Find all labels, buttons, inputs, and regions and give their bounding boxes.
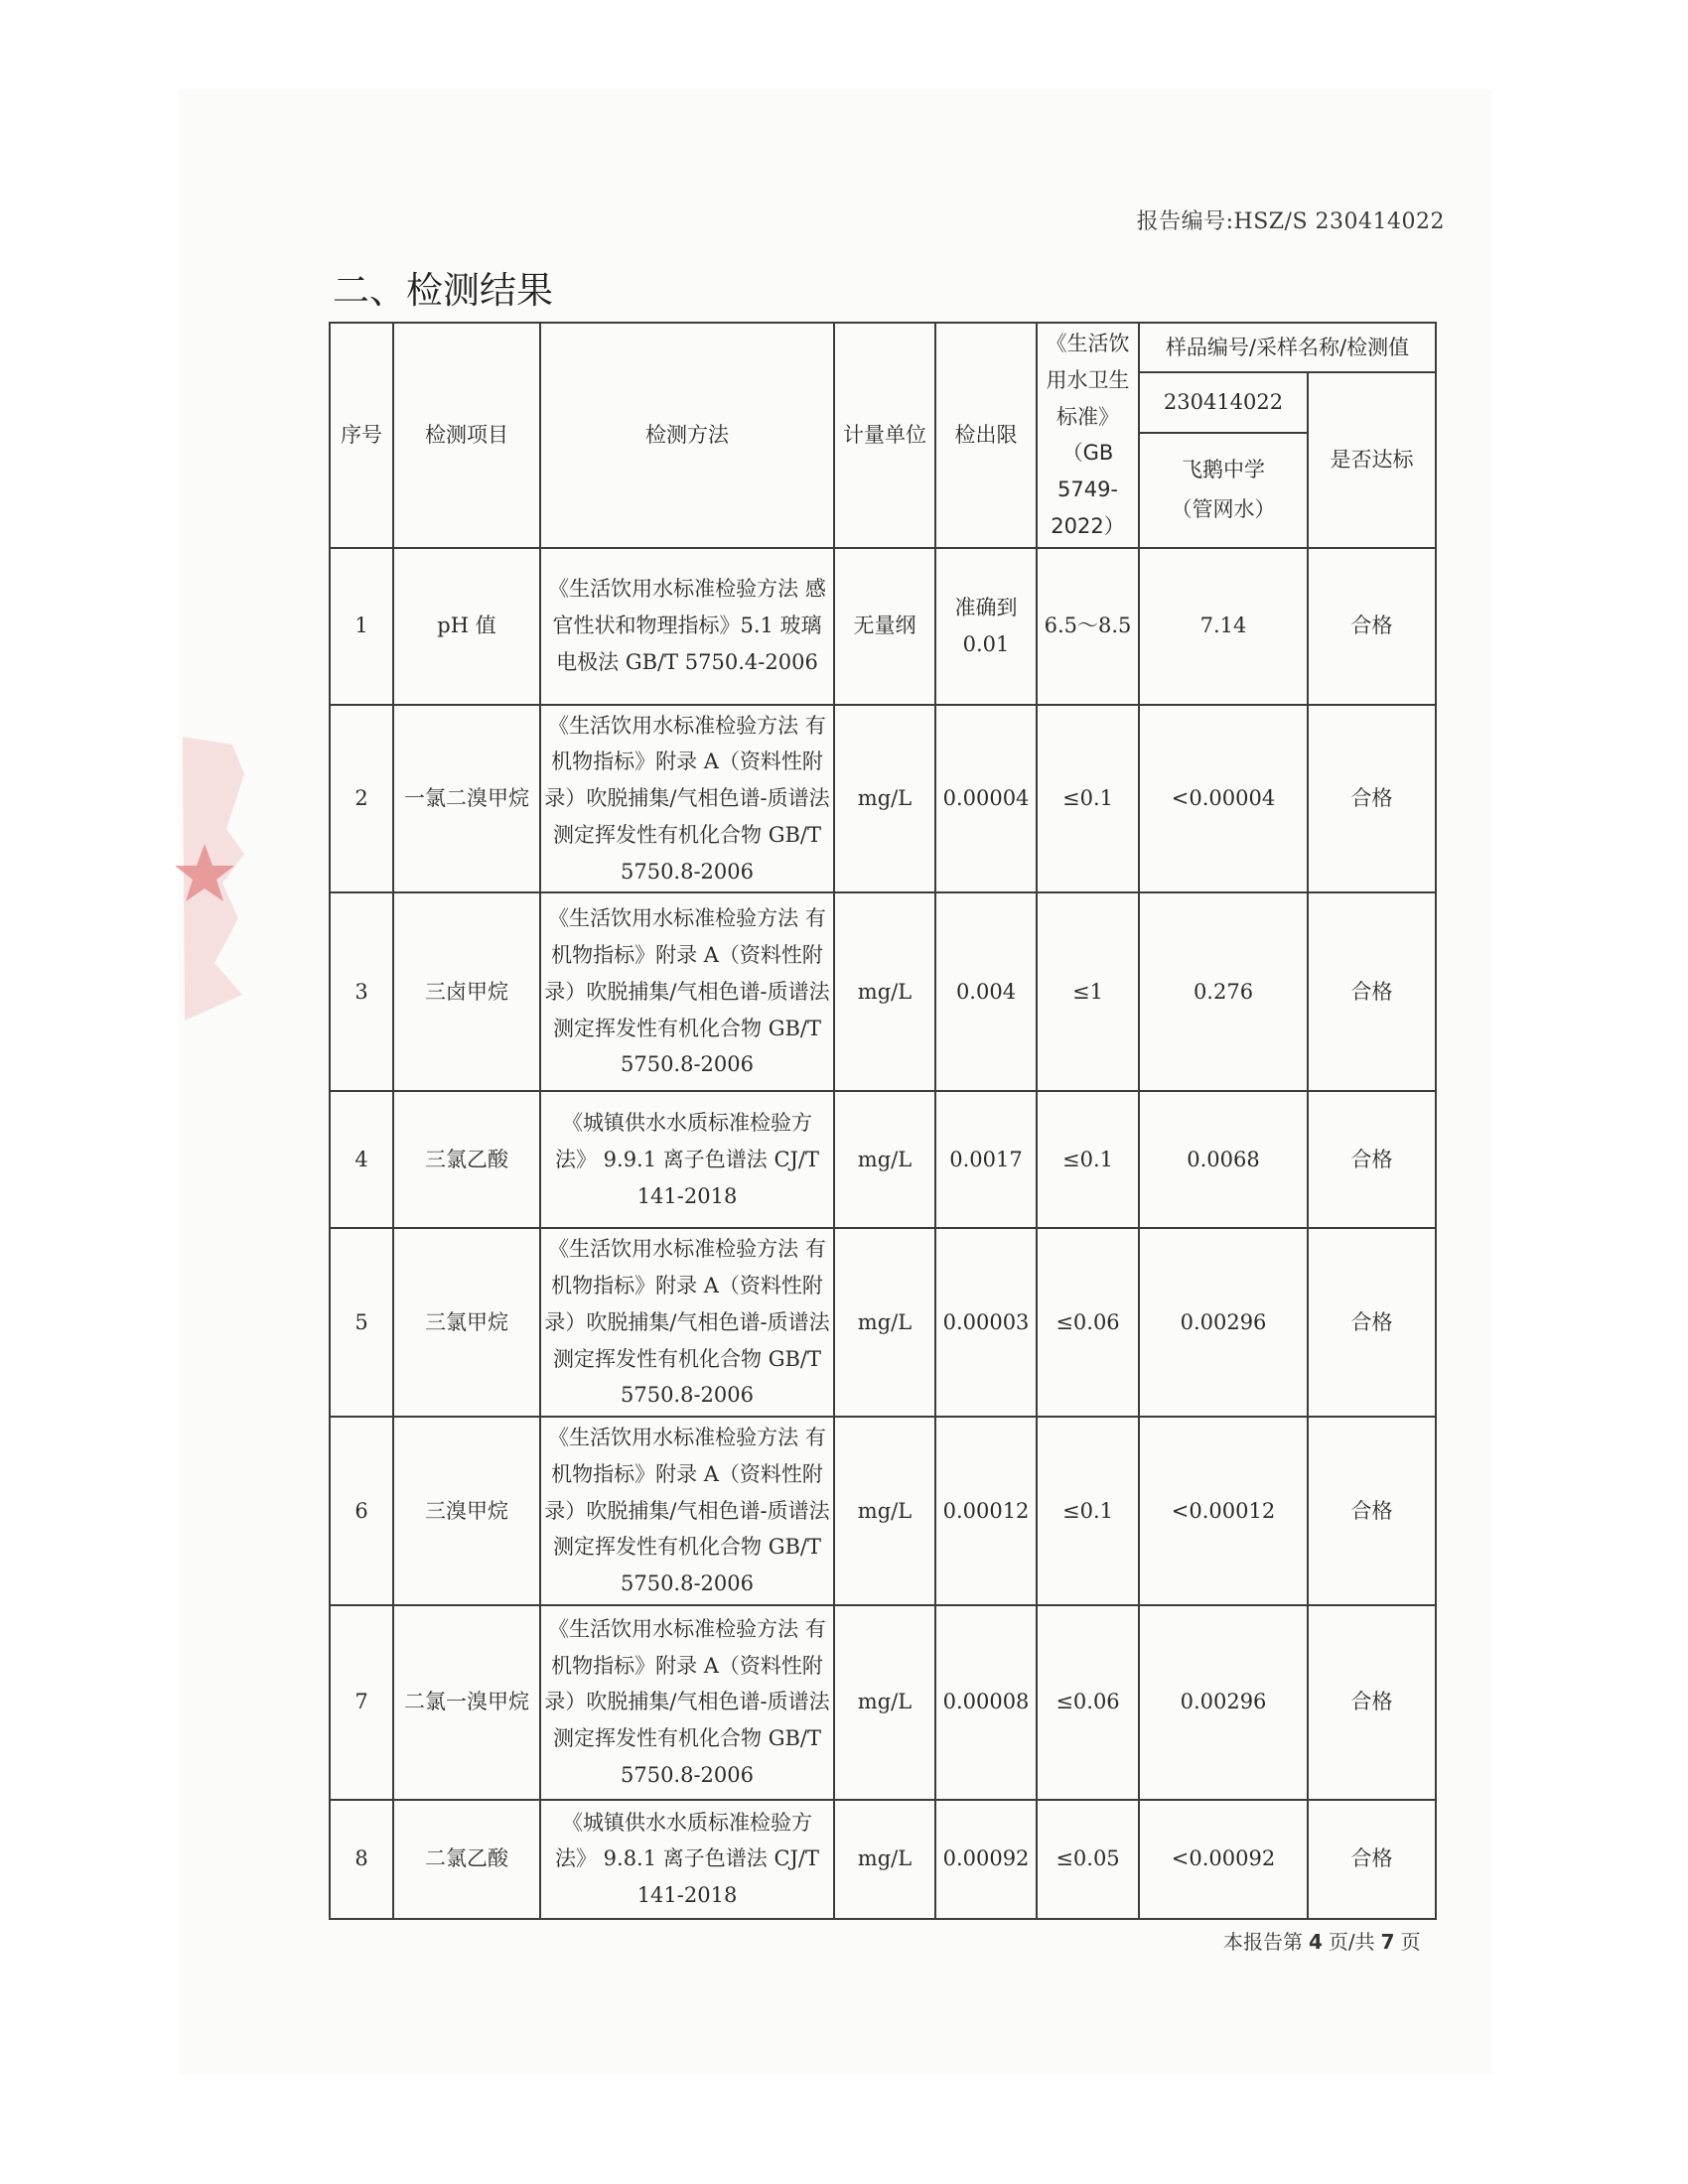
cell-standard: 6.5～8.5: [1037, 548, 1139, 705]
results-table: [329, 322, 1437, 1920]
table-row: [330, 892, 1436, 1091]
cell-unit: mg/L: [834, 1091, 935, 1228]
cell-unit: mg/L: [834, 1417, 935, 1605]
cell-unit: mg/L: [834, 1228, 935, 1417]
cell-item: 三氯乙酸: [393, 1091, 540, 1228]
footer-page: 4: [1309, 1930, 1323, 1954]
cell-item: 二氯乙酸: [393, 1800, 540, 1919]
cell-unit: mg/L: [834, 705, 935, 893]
table-row: [330, 548, 1436, 705]
seal-stamp-fragment: [175, 735, 244, 1023]
footer-total: 7: [1380, 1930, 1395, 1954]
cell-item: 三溴甲烷: [393, 1417, 540, 1605]
cell-limit: 0.0017: [935, 1091, 1037, 1228]
cell-standard: ≤0.1: [1037, 705, 1139, 893]
table-row: [330, 1228, 1436, 1417]
table-row: [330, 1605, 1436, 1800]
footer-middle: 页/共: [1328, 1930, 1375, 1954]
header-unit: 计量单位: [834, 323, 935, 548]
cell-pass: 合格: [1308, 1228, 1436, 1417]
cell-pass: 合格: [1308, 705, 1436, 893]
header-limit: 检出限: [935, 323, 1037, 548]
cell-method: 《城镇供水水质标准检验方法》 9.9.1 离子色谱法 CJ/T 141-2018: [540, 1091, 834, 1228]
cell-method: 《生活饮用水标准检验方法 有机物指标》附录 A（资料性附录）吹脱捕集/气相色谱-质谱法测定挥发性有机化合物 GB/T 5750.8-2006: [540, 1605, 834, 1800]
header-standard: 《生活饮用水卫生标准》（GB 5749-2022）: [1037, 323, 1139, 548]
table-row: [330, 1800, 1436, 1919]
cell-limit: 0.00003: [935, 1228, 1037, 1417]
cell-method: 《生活饮用水标准检验方法 感官性状和物理指标》5.1 玻璃电极法 GB/T 5750.4-2006: [540, 548, 834, 705]
cell-no: 6: [330, 1417, 393, 1605]
table-row: [330, 1091, 1436, 1228]
sample-name-line2: （管网水）: [1171, 496, 1276, 521]
cell-item: 三卤甲烷: [393, 892, 540, 1091]
cell-unit: 无量纲: [834, 548, 935, 705]
cell-no: 1: [330, 548, 393, 705]
cell-no: 8: [330, 1800, 393, 1919]
cell-no: 7: [330, 1605, 393, 1800]
header-method: 检测方法: [540, 323, 834, 548]
header-row: [330, 323, 1436, 372]
cell-method: 《城镇供水水质标准检验方法》 9.8.1 离子色谱法 CJ/T 141-2018: [540, 1800, 834, 1919]
cell-no: 2: [330, 705, 393, 893]
page-footer: [1223, 1926, 1421, 1955]
cell-limit: 0.00092: [935, 1800, 1037, 1919]
cell-pass: 合格: [1308, 1417, 1436, 1605]
cell-item: 二氯一溴甲烷: [393, 1605, 540, 1800]
header-sample-group: 样品编号/采样名称/检测值: [1139, 323, 1436, 372]
cell-standard: ≤1: [1037, 892, 1139, 1091]
header-no: 序号: [330, 323, 393, 548]
cell-method: 《生活饮用水标准检验方法 有机物指标》附录 A（资料性附录）吹脱捕集/气相色谱-质谱法测定挥发性有机化合物 GB/T 5750.8-2006: [540, 1228, 834, 1417]
cell-pass: 合格: [1308, 548, 1436, 705]
cell-no: 4: [330, 1091, 393, 1228]
cell-unit: mg/L: [834, 1800, 935, 1919]
cell-value: <0.00092: [1139, 1800, 1308, 1919]
cell-method: 《生活饮用水标准检验方法 有机物指标》附录 A（资料性附录）吹脱捕集/气相色谱-质谱法测定挥发性有机化合物 GB/T 5750.8-2006: [540, 705, 834, 893]
cell-standard: ≤0.1: [1037, 1091, 1139, 1228]
cell-pass: 合格: [1308, 892, 1436, 1091]
cell-unit: mg/L: [834, 1605, 935, 1800]
cell-pass: 合格: [1308, 1800, 1436, 1919]
footer-prefix: 本报告第: [1223, 1930, 1303, 1954]
cell-value: 7.14: [1139, 548, 1308, 705]
header-item: 检测项目: [393, 323, 540, 548]
cell-method: 《生活饮用水标准检验方法 有机物指标》附录 A（资料性附录）吹脱捕集/气相色谱-质谱法测定挥发性有机化合物 GB/T 5750.8-2006: [540, 1417, 834, 1605]
cell-value: 0.276: [1139, 892, 1308, 1091]
cell-method: 《生活饮用水标准检验方法 有机物指标》附录 A（资料性附录）吹脱捕集/气相色谱-质谱法测定挥发性有机化合物 GB/T 5750.8-2006: [540, 892, 834, 1091]
header-sample-name: [1139, 433, 1308, 548]
cell-value: 0.00296: [1139, 1228, 1308, 1417]
report-number: 报告编号:HSZ/S 230414022: [1136, 209, 1445, 234]
cell-pass: 合格: [1308, 1091, 1436, 1228]
cell-limit: 0.00008: [935, 1605, 1037, 1800]
cell-standard: ≤0.05: [1037, 1800, 1139, 1919]
cell-limit: 0.00012: [935, 1417, 1037, 1605]
header-pass: 是否达标: [1308, 372, 1436, 548]
cell-no: 5: [330, 1228, 393, 1417]
cell-standard: ≤0.06: [1037, 1228, 1139, 1417]
cell-value: 0.00296: [1139, 1605, 1308, 1800]
footer-suffix: 页: [1400, 1930, 1421, 1954]
cell-no: 3: [330, 892, 393, 1091]
table-row: [330, 705, 1436, 893]
header-sample-id: 230414022: [1139, 372, 1308, 433]
cell-standard: ≤0.06: [1037, 1605, 1139, 1800]
cell-pass: 合格: [1308, 1605, 1436, 1800]
cell-limit: 准确到 0.01: [935, 548, 1037, 705]
cell-value: <0.00004: [1139, 705, 1308, 893]
cell-limit: 0.004: [935, 892, 1037, 1091]
table-row: [330, 1417, 1436, 1605]
cell-item: pH 值: [393, 548, 540, 705]
cell-value: <0.00012: [1139, 1417, 1308, 1605]
cell-value: 0.0068: [1139, 1091, 1308, 1228]
cell-unit: mg/L: [834, 892, 935, 1091]
sample-name-line1: 飞鹅中学: [1182, 457, 1265, 481]
cell-item: 三氯甲烷: [393, 1228, 540, 1417]
cell-item: 一氯二溴甲烷: [393, 705, 540, 893]
cell-limit: 0.00004: [935, 705, 1037, 893]
cell-standard: ≤0.1: [1037, 1417, 1139, 1605]
section-title: 二、检测结果: [333, 269, 553, 312]
